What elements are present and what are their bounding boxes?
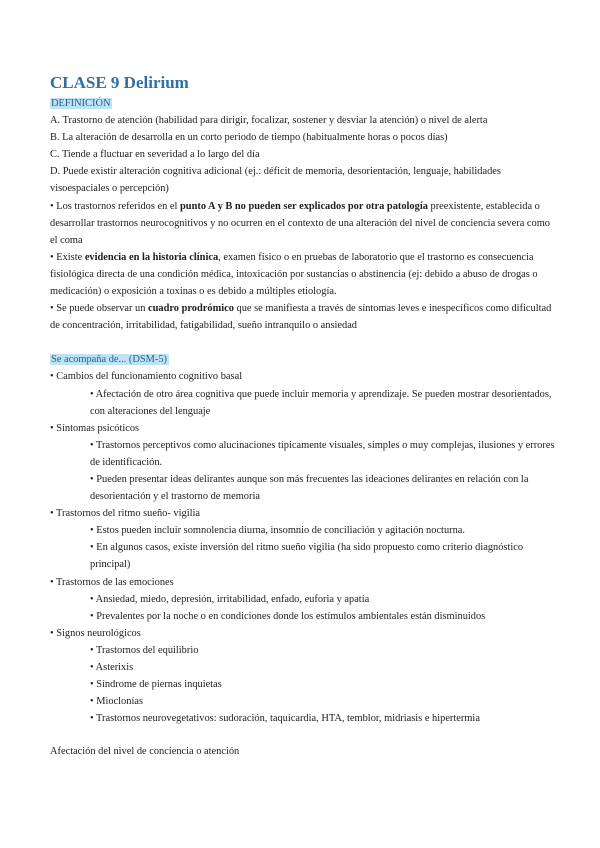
group-psicoticos-item: • Trastornos perceptivos como alucinaciones típicamente visuales, simples o muy complejas, ilusiones y errores de identificación.	[90, 439, 555, 468]
group-sueno-item: • Estos pueden incluir somnolencia diurna, insomnio de conciliación y agitación nocturna.	[90, 525, 466, 537]
group-cognitivo: • Cambios del funcionamiento cognitivo basal	[50, 371, 243, 383]
definicion-line-d: D. Puede existir alteración cognitiva adicional (ej.: déficit de memoria, desorientación, lenguaje, habilidades visoespaciales o percepción)	[50, 166, 501, 195]
page-title: CLASE 9 Delirium	[50, 73, 189, 92]
section-spacer	[50, 334, 555, 351]
definicion-heading	[50, 95, 555, 112]
group-emociones-item: • Prevalentes por la noche o en condiciones donde los estímulos ambientales están disminuidos	[90, 610, 486, 622]
group-neurologicos-item: • Asterixis	[90, 662, 134, 673]
group-psicoticos: • Síntomas psicóticos	[50, 422, 140, 434]
group-emociones: • Trastornos de las emociones	[50, 576, 174, 588]
group-neurologicos-item: • Trastornos del equilibrio	[90, 644, 199, 656]
document-content	[50, 72, 555, 760]
definicion-heading-highlight: DEFINICIÓN	[51, 98, 111, 109]
group-cognitivo-item: • Afectación de otro área cognitiva que puede incluir memoria y aprendizaje. Se pueden mostrar desorientados, con alteraciones del lenguaje	[90, 388, 552, 417]
group-emociones-item: • Ansiedad, miedo, depresión, irritabilidad, enfado, euforia y apatía	[90, 593, 370, 605]
acompana-heading	[50, 351, 555, 368]
definicion-line-a: A. Trastorno de atención (habilidad para dirigir, focalizar, sostener y desviar la atención) o nivel de alerta	[50, 115, 488, 127]
footer-line: Afectación del nivel de conciencia o atención	[50, 746, 240, 758]
bold-text: cuadro prodrómico	[148, 303, 234, 315]
definicion-line-c: C. Tiende a fluctuar en severidad a lo largo del día	[50, 149, 260, 161]
group-neurologicos-item: • Síndrome de piernas inquietas	[90, 679, 222, 691]
group-neurologicos-item: • Trastornos neurovegetativos: sudoración, taquicardia, HTA, temblor, midriasis e hipertermia	[90, 713, 480, 725]
definicion-line-b: B. La alteración de desarrolla en un corto periodo de tiempo (habitualmente horas o pocos días)	[50, 132, 448, 144]
group-sueno: • Trastornos del ritmo sueño- vigilia	[50, 508, 200, 520]
bold-text: punto A y B no pueden ser explicados por otra patología	[180, 200, 428, 212]
group-neurologicos-item: • Mioclonías	[90, 696, 143, 708]
definicion-bullet-2: • Existe evidencia en la historia clínica, examen físico o en pruebas de laboratorio que el trastorno es consecuencia fisiológica directa de una condición médica, intoxicación por sustancias o abstinencia (ej: debido a abuso de drogas o medicación) o exposición a toxinas o es debido a múltiples etiología.	[50, 251, 538, 298]
definicion-bullet-3: • Se puede observar un cuadro prodrómico que se manifiesta a través de síntomas leves e inespecíficos como dificultad de concentración, irritabilidad, fatigabilidad, sueño intranquilo o ansiedad	[50, 303, 552, 332]
definicion-bullet-1: • Los trastornos referidos en el punto A y B no pueden ser explicados por otra patología preexistente, establecida o desarrollar trastornos neurocognitivos y no ocurren en el contexto de una alteración del nivel de conciencia severa como el coma	[50, 200, 550, 246]
acompana-heading-highlight: Se acompaña de... (DSM-5)	[51, 354, 167, 366]
group-sueno-item: • En algunos casos, existe inversión del ritmo sueño vigilia (ha sido propuesto como criterio diagnóstico principal)	[90, 542, 524, 571]
group-neurologicos: • Signos neurológicos	[50, 627, 141, 639]
group-psicoticos-item: • Pueden presentar ideas delirantes aunque son más frecuentes las ideaciones delirantes en relación con la desorientación y el trastorno de memoria	[90, 473, 529, 503]
bold-text: evidencia en la historia clínica	[84, 251, 219, 263]
